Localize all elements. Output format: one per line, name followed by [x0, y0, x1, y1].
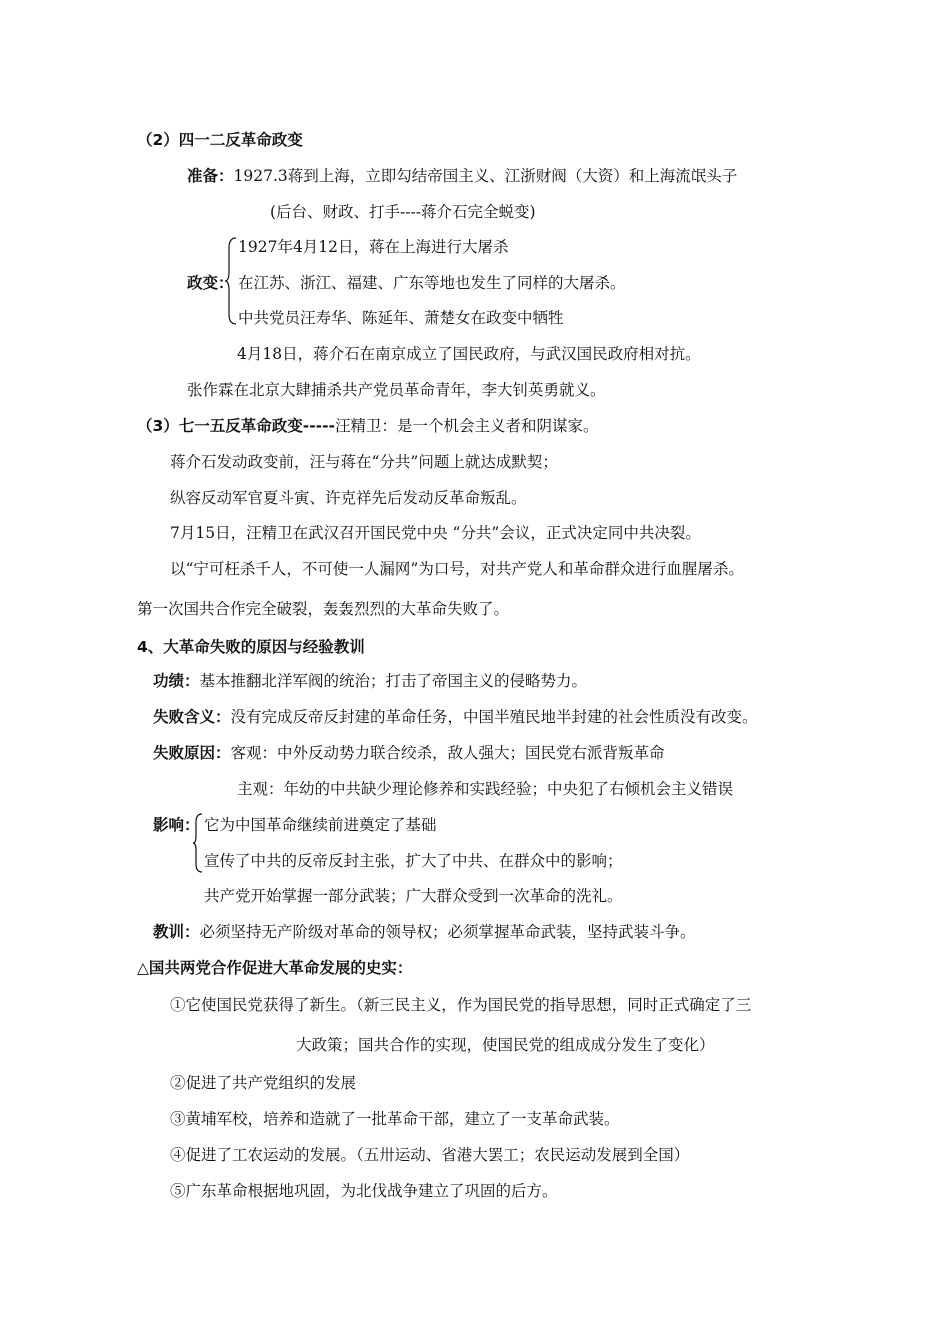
merit-label: 功绩：	[153, 672, 200, 690]
merit-text: 基本推翻北洋军阀的统治；打击了帝国主义的侵略势力。	[199, 672, 588, 690]
apr18-text: 4月18日，蒋介石在南京成立了国民政府，与武汉国民政府相对抗。	[237, 345, 701, 363]
section-412-heading: （2）四一二反革命政变	[137, 131, 303, 149]
impact-item: 共产党开始掌握一部分武装；广大群众受到一次革命的洗礼。	[204, 887, 623, 905]
coup-item: 1927年4月12日，蒋在上海进行大屠杀	[238, 238, 509, 256]
section-715-heading: （3）七一五反革命政变-----	[137, 417, 335, 435]
s715-line: 蒋介石发动政变前，汪与蒋在“分共”问题上就达成默契；	[170, 453, 558, 471]
merit-line	[153, 671, 587, 691]
cause-line	[153, 743, 665, 763]
coup-item: 中共党员汪寿华、陈延年、萧楚女在政变中牺牲	[238, 309, 564, 327]
s715-line: 以“宁可枉杀千人，不可使一人漏网”为口号，对共产党人和革命群众进行血腥屠杀。	[170, 560, 744, 578]
fact-item: ④促进了工农运动的发展。（五卅运动、省港大罢工；农民运动发展到全国）	[170, 1146, 690, 1164]
cause-label: 失败原因：	[153, 744, 231, 762]
section-4-heading: 4、大革命失败的原因与经验教训	[137, 638, 365, 656]
prep-label: 准备：	[187, 167, 234, 185]
fact-item: ⑤广东革命根据地巩固，为北伐战争建立了巩固的后方。	[170, 1182, 558, 1200]
section-715-heading-line	[137, 416, 598, 436]
prep-note: (后台、财政、打手----蒋介石完全蜕变)	[270, 203, 536, 221]
fact-item: 大政策；国共合作的实现，使国民党的组成成分发生了变化）	[296, 1036, 715, 1054]
lesson-text: 必须坚持无产阶级对革命的领导权；必须掌握革命武装，坚持武装斗争。	[199, 923, 696, 941]
s715-line: 7月15日，汪精卫在武汉召开国民党中央 “分共”会议，正式决定同中共决裂。	[170, 524, 701, 542]
s715-line: 纵容反动军官夏斗寅、许克祥先后发动反革命叛乱。	[170, 489, 527, 507]
coup-brace	[224, 236, 238, 326]
lesson-label: 教训：	[153, 923, 200, 941]
impact-label: 影响：	[153, 816, 200, 834]
impact-item: 宣传了中共的反帝反封主张，扩大了中共、在群众中的影响；	[204, 852, 623, 870]
cause-objective: 客观：中外反动势力联合绞杀，敌人强大；国民党右派背叛革命	[230, 744, 665, 762]
impact-brace	[192, 812, 204, 874]
cause-subjective: 主观：年幼的中共缺少理论修养和实践经验；中央犯了右倾机会主义错误	[237, 780, 734, 798]
prep-line	[187, 166, 737, 186]
meaning-text: 没有完成反帝反封建的革命任务，中国半殖民地半封建的社会性质没有改变。	[230, 708, 758, 726]
section-715-heading-tail: 汪精卫：是一个机会主义者和阴谋家。	[334, 417, 599, 435]
fact-item: ②促进了共产党组织的发展	[170, 1074, 357, 1092]
lesson-line	[153, 922, 696, 942]
facts-heading: △国共两党合作促进大革命发展的史实：	[137, 959, 413, 977]
impact-item: 它为中国革命继续前进奠定了基础	[204, 816, 437, 834]
prep-text: 1927.3蒋到上海，立即勾结帝国主义、江浙财阀（大资）和上海流氓头子	[233, 167, 738, 185]
fact-item: ③黄埔军校，培养和造就了一批革命干部，建立了一支革命武装。	[170, 1110, 620, 1128]
s715-conclusion: 第一次国共合作完全破裂，轰轰烈烈的大革命失败了。	[137, 600, 510, 618]
coup-label: 政变：	[187, 274, 234, 292]
coup-item: 在江苏、浙江、福建、广东等地也发生了同样的大屠杀。	[238, 274, 626, 292]
fact-item: ①它使国民党获得了新生。（新三民主义，作为国民党的指导思想，同时正式确定了三	[170, 996, 752, 1014]
meaning-label: 失败含义：	[153, 708, 231, 726]
meaning-line	[153, 707, 758, 727]
zhang-text: 张作霖在北京大肆捕杀共产党员革命青年，李大钊英勇就义。	[187, 381, 606, 399]
